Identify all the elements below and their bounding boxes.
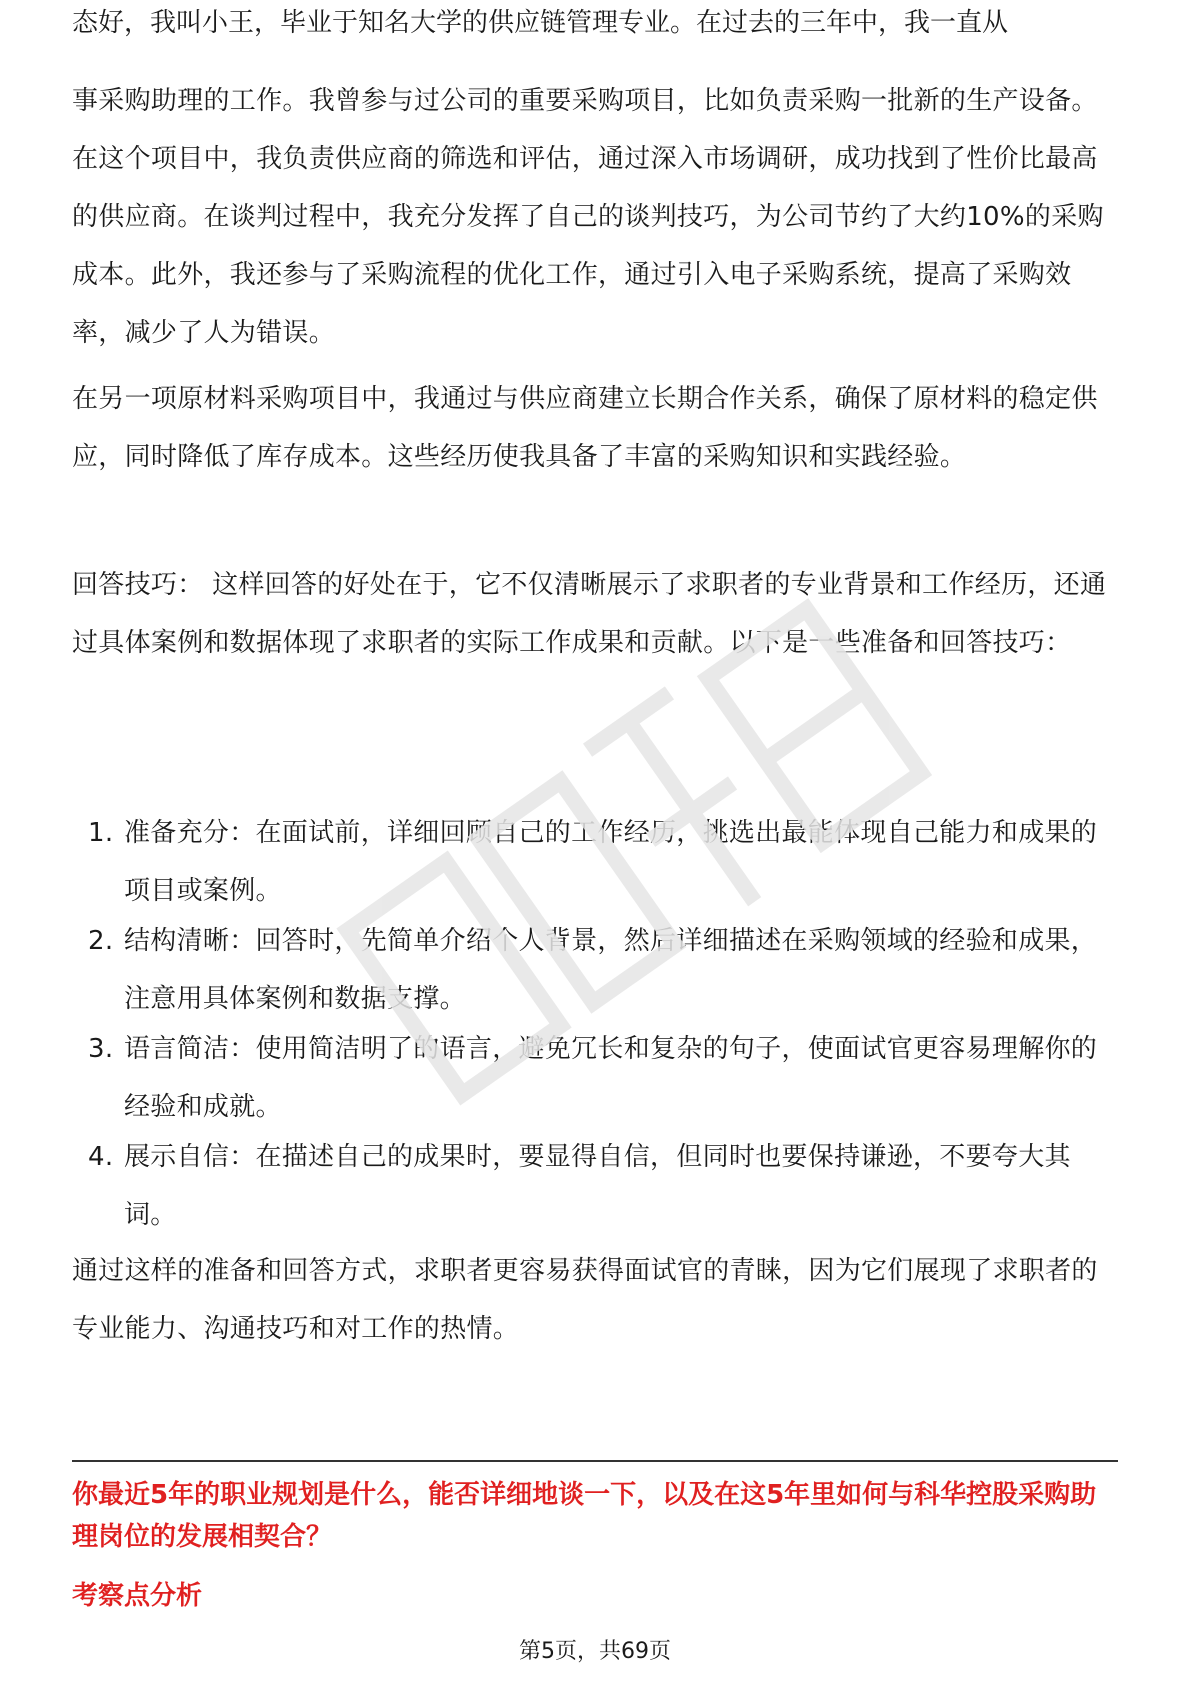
paragraph-answer-tips: 回答技巧： 这样回答的好处在于，它不仅清晰展示了求职者的专业背景和工作经历，还通过具体案例和数据体现了求职者的实际工作成果和贡献。以下是一些准备和回答技巧：: [72, 570, 1107, 658]
list-item-number: 3.: [88, 1034, 114, 1064]
next-question-heading: 你最近5年的职业规划是什么，能否详细地谈一下，以及在这5年里如何与科华控股采购助理岗位的发展相契合？: [72, 1480, 1097, 1552]
section-divider: [72, 1460, 1118, 1462]
list-item-text: 语言简洁：使用简洁明了的语言，避免冗长和复杂的句子，使面试官更容易理解你的经验和成就。: [124, 1034, 1098, 1122]
list-item: [72, 804, 1118, 920]
document-page: [72, 0, 1118, 1684]
list-item-text: 展示自信：在描述自己的成果时，要显得自信，但同时也要保持谦逊，不要夸大其词。: [124, 1142, 1071, 1230]
tips-list: [72, 804, 1118, 1244]
cut-off-top-text: 态好，我叫小王，毕业于知名大学的供应链管理专业。在过去的三年中，我一直从: [72, 8, 1009, 38]
list-item-text: 结构清晰：回答时，先简单介绍个人背景，然后详细描述在采购领域的经验和成果，注意用具体案例和数据支撑。: [124, 926, 1098, 1014]
analysis-subheading: 考察点分析: [72, 1581, 203, 1611]
list-item-number: 2.: [88, 926, 114, 956]
list-item-text: 准备充分：在面试前，详细回顾自己的工作经历，挑选出最能体现自己能力和成果的项目或案例。: [124, 818, 1098, 906]
page-footer: 第5页，共69页: [519, 1639, 671, 1664]
paragraph-raw-materials: 在另一项原材料采购项目中，我通过与供应商建立长期合作关系，确保了原材料的稳定供应，同时降低了库存成本。这些经历使我具备了丰富的采购知识和实践经验。: [72, 384, 1098, 472]
paragraph-conclusion: 通过这样的准备和回答方式，求职者更容易获得面试官的青睐，因为它们展现了求职者的专业能力、沟通技巧和对工作的热情。: [72, 1256, 1098, 1344]
list-item: [72, 912, 1118, 1028]
list-item: [72, 1128, 1118, 1244]
list-item: [72, 1020, 1118, 1136]
list-item-number: 4.: [88, 1142, 114, 1172]
list-item-number: 1.: [88, 818, 114, 848]
cut-off-top-line: [72, 8, 1112, 46]
paragraph-experience: 事采购助理的工作。我曾参与过公司的重要采购项目，比如负责采购一批新的生产设备。在这个项目中，我负责供应商的筛选和评估，通过深入市场调研，成功找到了性价比最高的供应商。在谈判过程中，我充分发挥了自己的谈判技巧，为公司节约了大约10%的采购成本。此外，我还参与了采购流程的优化工作，通过引入电子采购系统，提高了采购效率，减少了人为错误。: [72, 86, 1104, 348]
